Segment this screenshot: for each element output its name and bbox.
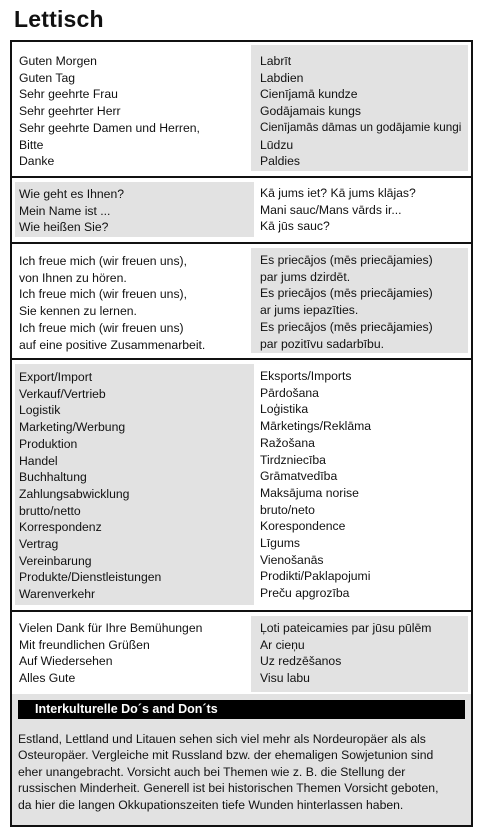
- latvian-phrase: Visu labu: [260, 671, 310, 686]
- latvian-column: [251, 178, 471, 242]
- latvian-phrase: Es priecājos (mēs priecājamies): [260, 286, 433, 301]
- latvian-phrase: Es priecājos (mēs priecājamies): [260, 253, 433, 267]
- section-business-terms: [12, 360, 471, 612]
- german-phrase: Mein Name ist ...: [19, 203, 111, 218]
- dos-donts-line: russischen Minderheit. Generell ist bei historischen Themen Vorsicht geboten,: [18, 781, 439, 796]
- latvian-phrase: Eksports/Imports: [260, 369, 352, 383]
- latvian-phrase: Korespondence: [260, 519, 346, 534]
- latvian-phrase: Ļoti pateicamies par jūsu pūlēm: [260, 621, 432, 635]
- german-phrase: Export/Import: [19, 370, 93, 384]
- german-phrase: Wie heißen Sie?: [19, 220, 109, 235]
- section-closings: [12, 612, 471, 694]
- german-phrase: Guten Tag: [19, 70, 76, 85]
- latvian-column: [251, 45, 468, 171]
- german-phrase: Marketing/Werbung: [19, 420, 126, 435]
- german-phrase: Auf Wiedersehen: [19, 654, 113, 669]
- latvian-phrase: par jums dzirdēt.: [260, 269, 351, 284]
- german-phrase: Buchhaltung: [19, 470, 87, 485]
- german-column: [12, 612, 251, 694]
- latvian-phrase: Kā jums iet? Kā jums klājas?: [260, 186, 416, 200]
- german-phrase: Vielen Dank für Ihre Bemühungen: [19, 621, 203, 635]
- dos-donts-heading: Interkulturelle Do´s and Don´ts: [18, 700, 465, 719]
- german-column: [12, 42, 251, 176]
- german-phrase: Handel: [19, 453, 58, 468]
- latvian-phrase: Līgums: [260, 536, 300, 551]
- german-phrase: Wie geht es Ihnen?: [19, 187, 125, 201]
- latvian-phrase: Tirdzniecība: [260, 452, 326, 467]
- german-phrase: Sehr geehrte Frau: [19, 87, 118, 102]
- latvian-phrase: Kā jūs sauc?: [260, 219, 330, 234]
- latvian-phrase: Cienījamā kundze: [260, 87, 358, 102]
- dos-donts-line: Estland, Lettland und Litauen sehen sich viel mehr als Nordeuropäer als als: [18, 732, 426, 746]
- german-phrase: Vereinbarung: [19, 553, 92, 568]
- latvian-phrase: Mani sauc/Mans vārds ir...: [260, 202, 402, 217]
- german-phrase: Bitte: [19, 137, 44, 152]
- latvian-phrase: Labrīt: [260, 54, 292, 68]
- german-phrase: Ich freue mich (wir freuen uns),: [19, 287, 187, 302]
- german-phrase: Korrespondenz: [19, 520, 102, 535]
- latvian-phrase: Godājamais kungs: [260, 104, 361, 119]
- latvian-phrase: Preču apgrozība: [260, 586, 350, 601]
- dos-donts-text: [18, 731, 465, 813]
- latvian-phrase: Ar cieņu: [260, 637, 305, 652]
- german-column: [15, 364, 254, 605]
- phrase-table: [10, 40, 473, 827]
- latvian-phrase: Maksājuma norise: [260, 485, 359, 500]
- german-phrase: Warenverkehr: [19, 587, 96, 602]
- page-title: Lettisch: [14, 6, 104, 32]
- german-phrase: Produkte/Dienstleistungen: [19, 570, 162, 585]
- dos-donts-line: eher unangebracht. Vorsicht auch bei Themen wie z. B. die Stellung der: [18, 764, 406, 779]
- german-phrase: auf eine positive Zusammenarbeit.: [19, 337, 206, 352]
- latvian-phrase: Loģistika: [260, 402, 309, 417]
- latvian-phrase: Ražošana: [260, 435, 315, 450]
- latvian-phrase: Mārketings/Reklāma: [260, 419, 372, 434]
- latvian-phrase: Uz redzēšanos: [260, 654, 342, 669]
- latvian-phrase: Es priecājos (mēs priecājamies): [260, 319, 433, 334]
- german-phrase: Ich freue mich (wir freuen uns): [19, 320, 184, 335]
- german-phrase: Produktion: [19, 436, 78, 451]
- latvian-column: [251, 248, 468, 353]
- german-phrase: Verkauf/Vertrieb: [19, 386, 106, 401]
- german-phrase: Sehr geehrter Herr: [19, 104, 121, 119]
- german-phrase: Logistik: [19, 403, 61, 418]
- section-greetings: [12, 42, 471, 178]
- latvian-phrase: Cienījamās dāmas un godājamie kungi: [260, 120, 462, 134]
- latvian-phrase: ar jums iepazīties.: [260, 303, 359, 318]
- german-phrase: Sehr geehrte Damen und Herren,: [19, 120, 200, 135]
- section-introductions: [12, 178, 471, 244]
- latvian-phrase: Labdien: [260, 70, 304, 85]
- latvian-phrase: bruto/neto: [260, 502, 315, 517]
- german-column: [15, 182, 254, 237]
- latvian-column: [251, 616, 468, 692]
- german-column: [12, 244, 251, 358]
- german-phrase: Guten Morgen: [19, 54, 97, 68]
- latvian-phrase: Paldies: [260, 154, 300, 169]
- german-phrase: brutto/netto: [19, 503, 81, 518]
- latvian-column: [251, 360, 471, 610]
- german-phrase: Danke: [19, 154, 55, 169]
- german-phrase: Vertrag: [19, 537, 59, 552]
- german-phrase: Alles Gute: [19, 671, 76, 686]
- german-phrase: von Ihnen zu hören.: [19, 270, 127, 285]
- german-phrase: Mit freundlichen Grüßen: [19, 637, 150, 652]
- latvian-phrase: Lūdzu: [260, 137, 294, 152]
- german-phrase: Zahlungsabwicklung: [19, 486, 130, 501]
- latvian-phrase: Pārdošana: [260, 385, 319, 400]
- dos-donts-line: da hier die langen Okkupationszeiten tiefe Wunden hinterlassen haben.: [18, 797, 404, 812]
- german-phrase: Sie kennen zu lernen.: [19, 304, 137, 319]
- latvian-phrase: Grāmatvedība: [260, 469, 338, 484]
- latvian-phrase: par pozitīvu sadarbību.: [260, 336, 384, 351]
- dos-donts-line: Osteuropäer. Vergleiche mit Russland bzw. der ehemaligen Sowjetunion sind: [18, 748, 434, 763]
- german-phrase: Ich freue mich (wir freuen uns),: [19, 254, 187, 268]
- latvian-phrase: Prodikti/Paklapojumi: [260, 569, 371, 584]
- section-pleasure: [12, 244, 471, 360]
- latvian-phrase: Vienošanās: [260, 552, 324, 567]
